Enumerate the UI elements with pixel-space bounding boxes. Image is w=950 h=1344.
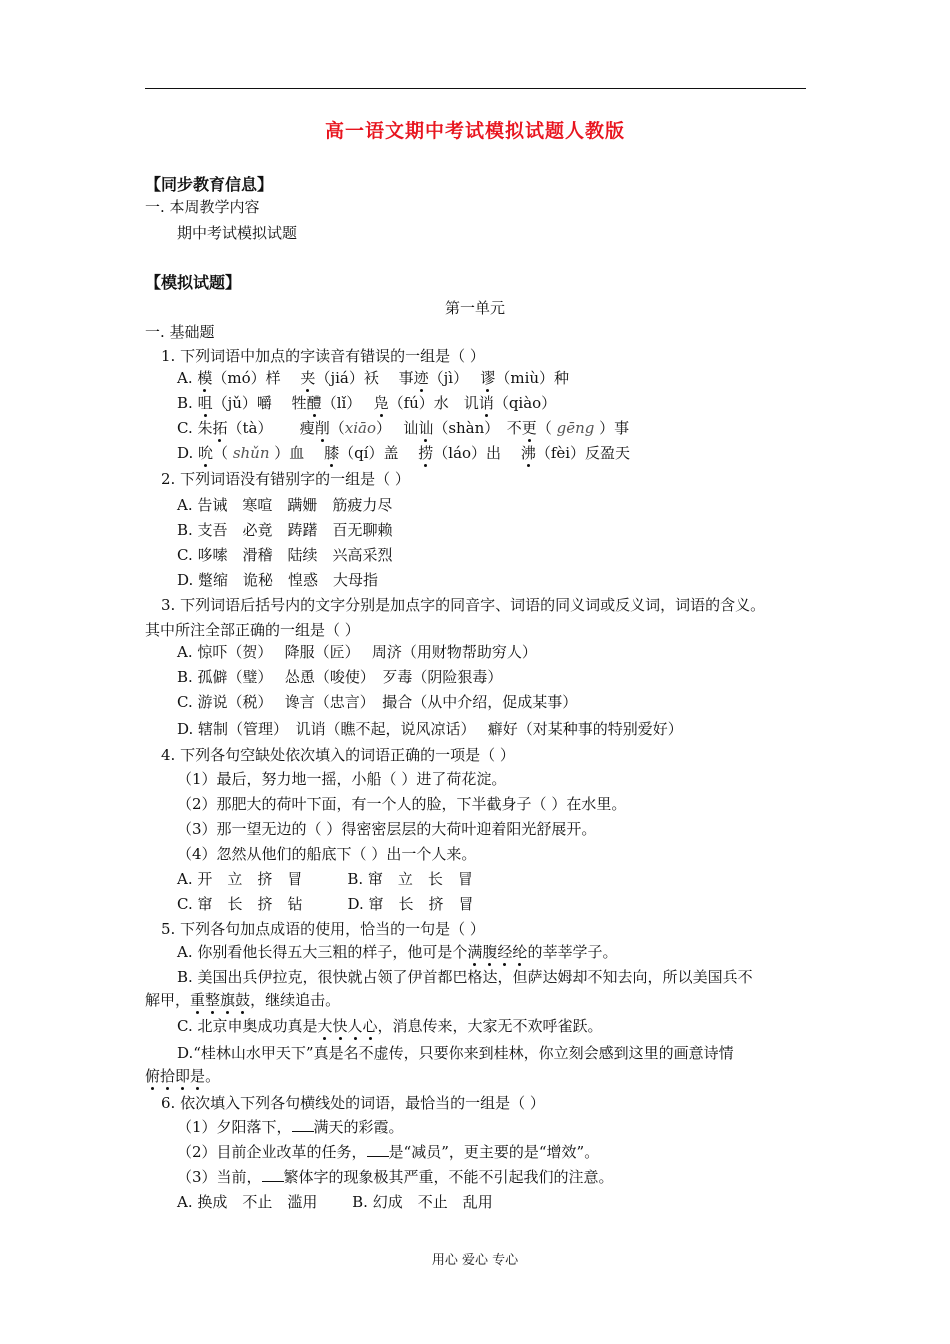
fill-blank bbox=[292, 1117, 314, 1132]
q3-option-c: C. 游说（税） 谗言（忠言） 撮合（从中介绍，促成某事） bbox=[177, 693, 578, 711]
q2-option-a: A. 告诫 寒喧 蹒姗 筋疲力尽 bbox=[177, 496, 393, 514]
q5-option-d-continued: 俯拾即是。 bbox=[145, 1067, 221, 1085]
fill-blank bbox=[262, 1167, 284, 1182]
q3-option-b: B. 孤僻（璧） 怂恿（唆使） 歹毒（阴险狠毒） bbox=[177, 668, 503, 686]
q4-sentence-1: （1）最后，努力地一摇，小船（ ）进了荷花淀。 bbox=[177, 770, 507, 788]
q5-option-d: D.“桂林山水甲天下”真是名不虚传，只要你来到桂林，你立刻会感到这里的画意诗情 bbox=[177, 1044, 734, 1062]
q6-sentence-2: （2）目前企业改革的任务， 是“减员”，更主要的是“增效”。 bbox=[177, 1143, 600, 1161]
header-rule bbox=[145, 88, 806, 89]
section-heading-mock-test: 【模拟试题】 bbox=[145, 273, 242, 292]
q3-option-a: A. 惊吓（贺） 降服（匠） 周济（用财物帮助穷人） bbox=[177, 643, 537, 661]
q1-option-b: B. 咀（jǔ）嚼 牲醴（lǐ） 凫（fú）水 讥诮（qiào） bbox=[177, 394, 557, 412]
q6-sentence-1: （1）夕阳落下， 满天的彩霞。 bbox=[177, 1118, 404, 1136]
q5-a-idiom: 满腹经纶 bbox=[467, 943, 528, 961]
q5-option-b: B. 美国出兵伊拉克，很快就占领了伊首都巴格达，但萨达姆却不知去向，所以美国兵不 bbox=[177, 968, 753, 986]
q1-option-a: A. 模（mó）样 夹（jiá）袄 事迹（jì） 谬（miù）种 bbox=[177, 369, 570, 387]
page-footer: 用心 爱心 专心 bbox=[431, 1253, 519, 1268]
q1-option-d: D. 吮（ shǔn ）血 膝（qí）盖 捞（láo）出 沸（fèi）反盈天 bbox=[177, 444, 631, 462]
q6-options-ab: A. 换成 不止 滥用 B. 幻成 不止 乱用 bbox=[177, 1193, 493, 1211]
unit-heading: 第一单元 bbox=[444, 299, 505, 317]
q4-sentence-4: （4）忽然从他们的船底下（ ）出一个人来。 bbox=[177, 845, 477, 863]
q4-options-cd: C. 窜 长 挤 钻 D. 窜 长 挤 冒 bbox=[177, 895, 474, 913]
q4-options-ab: A. 开 立 挤 冒 B. 窜 立 长 冒 bbox=[177, 870, 473, 888]
part-heading: 一. 基础题 bbox=[145, 323, 215, 341]
q4-stem: 4. 下列各句空缺处依次填入的词语正确的一项是（ ） bbox=[161, 746, 515, 764]
section-heading-sync-info: 【同步教育信息】 bbox=[145, 175, 274, 194]
q4-sentence-3: （3）那一望无边的（ ）得密密层层的大荷叶迎着阳光舒展开。 bbox=[177, 820, 597, 838]
q5-stem: 5. 下列各句加点成语的使用，恰当的一句是（ ） bbox=[161, 920, 485, 938]
q3-option-d: D. 辖制（管理） 讥诮（瞧不起，说风凉话） 癖好（对某种事的特别爱好） bbox=[177, 720, 683, 738]
document-title: 高一语文期中考试模拟试题人教版 bbox=[324, 120, 625, 142]
q1-option-c: C. 朱拓（tà） 瘦削（xiāo） 讪讪（shàn） 不更（ gēng ）事 bbox=[177, 419, 630, 437]
q6-sentence-3: （3）当前， 繁体字的现象极其严重，不能不引起我们的注意。 bbox=[177, 1168, 614, 1186]
q2-option-d: D. 蹩缩 诡秘 惶惑 大母指 bbox=[177, 571, 379, 589]
q6-stem: 6. 依次填入下列各句横线处的词语，最恰当的一组是（ ） bbox=[161, 1094, 545, 1112]
q2-option-c: C. 哆嗦 滑稽 陆续 兴高采烈 bbox=[177, 546, 393, 564]
q3-stem: 3. 下列词语后括号内的文字分别是加点字的同音字、词语的同义词或反义词，词语的含义。 bbox=[161, 596, 766, 614]
q5-option-c: C. 北京申奥成功真是大快人心，消息传来，大家无不欢呼雀跃。 bbox=[177, 1017, 603, 1035]
week-content-label: 一. 本周教学内容 bbox=[145, 198, 260, 216]
fill-blank bbox=[367, 1142, 389, 1157]
week-content-text: 期中考试模拟试题 bbox=[177, 224, 298, 242]
q4-sentence-2: （2）那肥大的荷叶下面，有一个人的脸，下半截身子（ ）在水里。 bbox=[177, 795, 627, 813]
q5-option-a: A. 你别看他长得五大三粗的样子，他可是个满腹经纶的莘莘学子。 bbox=[177, 943, 618, 961]
q3-stem-continued: 其中所注全部正确的一组是（ ） bbox=[145, 621, 360, 639]
q1-stem: 1. 下列词语中加点的字读音有错误的一组是（ ） bbox=[161, 347, 485, 365]
q2-stem: 2. 下列词语没有错别字的一组是（ ） bbox=[161, 470, 410, 488]
q2-option-b: B. 支吾 必竟 踌躇 百无聊赖 bbox=[177, 521, 393, 539]
q5-option-b-continued: 解甲，重整旗鼓，继续追击。 bbox=[145, 991, 341, 1009]
